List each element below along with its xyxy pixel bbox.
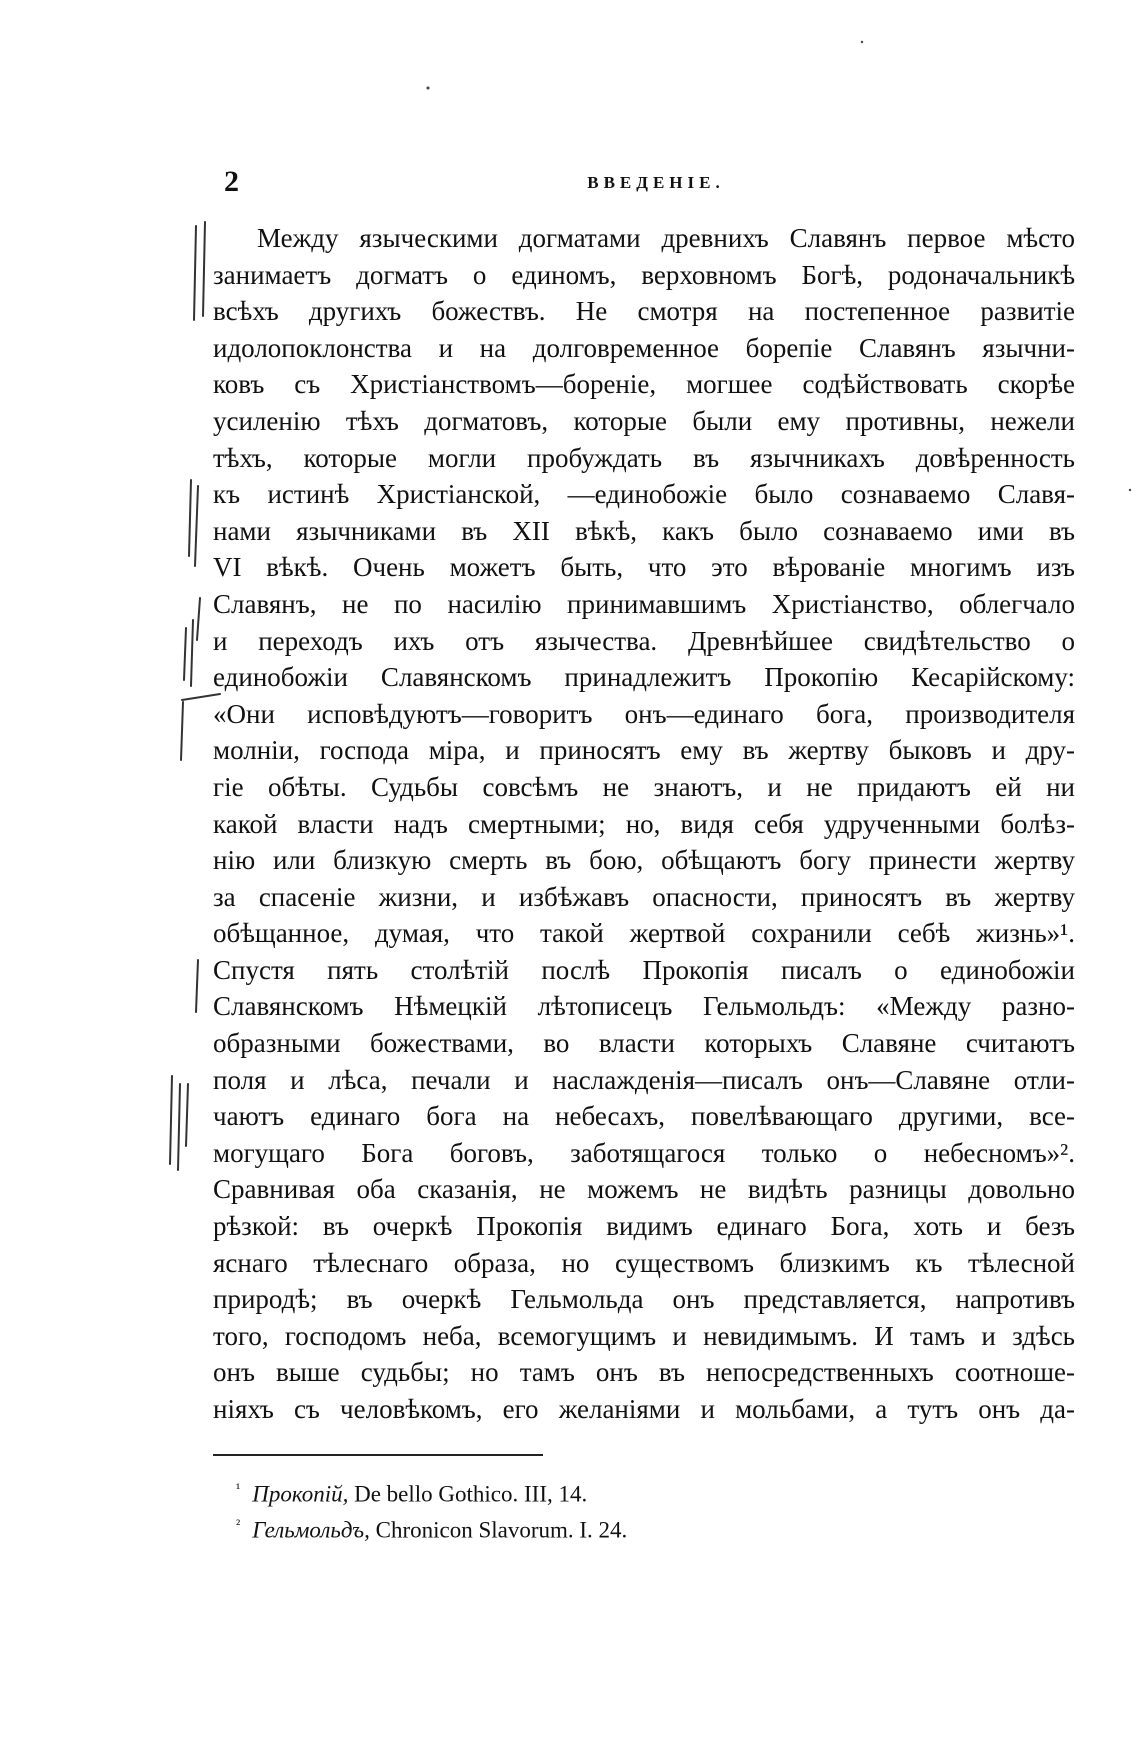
text-line: ковъ съ Христіанствомъ—бореніе, могшее содѣйствовать скорѣе bbox=[213, 369, 1075, 400]
footnotes bbox=[236, 1472, 936, 1544]
footnote-author: Гельмольдъ, bbox=[252, 1517, 370, 1543]
text-line: онъ выше судьбы; но тамъ онъ въ непосредственныхъ соотноше- bbox=[213, 1357, 1075, 1388]
text-line: нами язычниками въ XII вѣкѣ, какъ было сознаваемо ими въ bbox=[213, 515, 1075, 546]
footnote-text: Chronicon Slavorum. I. 24. bbox=[375, 1517, 628, 1543]
text-line: нію или близкую смерть въ бою, обѣщаютъ богу принести жертву bbox=[213, 845, 1075, 876]
text-line: какой власти надъ смертными; но, видя себя удрученными болѣз- bbox=[213, 808, 1075, 839]
page-header bbox=[224, 162, 1088, 202]
text-line: могущаго Бога боговъ, заботящагося только о небесномъ»². bbox=[213, 1137, 1075, 1168]
text-line: къ истинѣ Христіанской, —единобожіе было сознаваемо Славя- bbox=[213, 479, 1075, 510]
footnote-author: Прокопій, bbox=[252, 1481, 349, 1507]
text-line: Сравнивая оба сказанія, не можемъ не видѣть разницы довольно bbox=[213, 1174, 1075, 1205]
text-line: поля и лѣса, печали и наслажденія—писалъ онъ—Славяне отли- bbox=[213, 1064, 1075, 1095]
text-line: образными божествами, во власти которыхъ Славяне считаютъ bbox=[213, 1028, 1075, 1059]
text-line: гіе обѣты. Судьбы совсѣмъ не знаютъ, и не придаютъ ей ни bbox=[213, 771, 1075, 802]
footnote bbox=[236, 1472, 936, 1508]
footnote-mark: ¹ bbox=[236, 1482, 241, 1497]
text-line: ніяхъ съ человѣкомъ, его желаніями и мольбами, а тутъ онъ да- bbox=[213, 1394, 1075, 1424]
text-line: рѣзкой: въ очеркѣ Прокопія видимъ единаго Бога, хоть и безъ bbox=[213, 1211, 1075, 1242]
text-line: того, господомъ неба, всемогущимъ и невидимымъ. И тамъ и здѣсь bbox=[213, 1320, 1075, 1351]
body-text bbox=[213, 220, 1075, 1428]
footnote-mark: ² bbox=[236, 1518, 241, 1533]
text-line: Славянъ, не по насилію принимавшимъ Христіанство, облегчало bbox=[213, 588, 1075, 619]
running-title: ВВЕДЕНІЕ. bbox=[587, 173, 725, 192]
text-line: VI вѣкѣ. Очень можетъ быть, что это вѣрованіе многимъ изъ bbox=[213, 552, 1075, 583]
text-line: природѣ; въ очеркѣ Гельмольда онъ представляется, напротивъ bbox=[213, 1284, 1075, 1315]
text-line: чаютъ единаго бога на небесахъ, повелѣвающаго другими, все- bbox=[213, 1101, 1075, 1132]
text-line: усиленію тѣхъ догматовъ, которые были ему противны, нежели bbox=[213, 405, 1075, 436]
text-line: яснаго тѣлеснаго образа, но существомъ близкимъ къ тѣлесной bbox=[213, 1247, 1075, 1278]
text-line: всѣхъ другихъ божествъ. Не смотря на постепенное развитіе bbox=[213, 296, 1075, 327]
text-line: Спустя пять столѣтій послѣ Прокопія писалъ о единобожіи bbox=[213, 954, 1075, 985]
footnote-divider bbox=[213, 1454, 543, 1456]
text-line: и переходъ ихъ отъ язычества. Древнѣйшее свидѣтельство о bbox=[213, 625, 1075, 656]
footnote bbox=[236, 1508, 936, 1544]
text-line: идолопоклонства и на долговременное борепіе Славянъ язычни- bbox=[213, 332, 1075, 363]
text-line: тѣхъ, которые могли пробуждать въ язычникахъ довѣренность bbox=[213, 442, 1075, 473]
text-line: Между языческими догматами древнихъ Славянъ первое мѣсто bbox=[257, 223, 1075, 253]
text-line: обѣщанное, думая, что такой жертвой сохранили себѣ жизнь»¹. bbox=[213, 918, 1075, 949]
text-line: «Они исповѣдуютъ—говоритъ онъ—единаго бога, производителя bbox=[213, 698, 1075, 729]
page-number: 2 bbox=[224, 165, 239, 198]
text-line: Славянскомъ Нѣмецкій лѣтописецъ Гельмольдъ: «Между разно- bbox=[213, 991, 1075, 1022]
text-line: занимаетъ догматъ о единомъ, верховномъ Богѣ, родоначальникѣ bbox=[213, 259, 1075, 290]
footnote-text: De bello Gothico. III, 14. bbox=[354, 1481, 588, 1507]
text-line: молніи, господа міра, и приносятъ ему въ жертву быковъ и дру- bbox=[213, 735, 1075, 766]
text-line: за спасеніе жизни, и избѣжавъ опасности, приносятъ въ жертву bbox=[213, 881, 1075, 912]
text-line: единобожіи Славянскомъ принадлежитъ Прокопію Кесарійскому: bbox=[213, 662, 1075, 693]
